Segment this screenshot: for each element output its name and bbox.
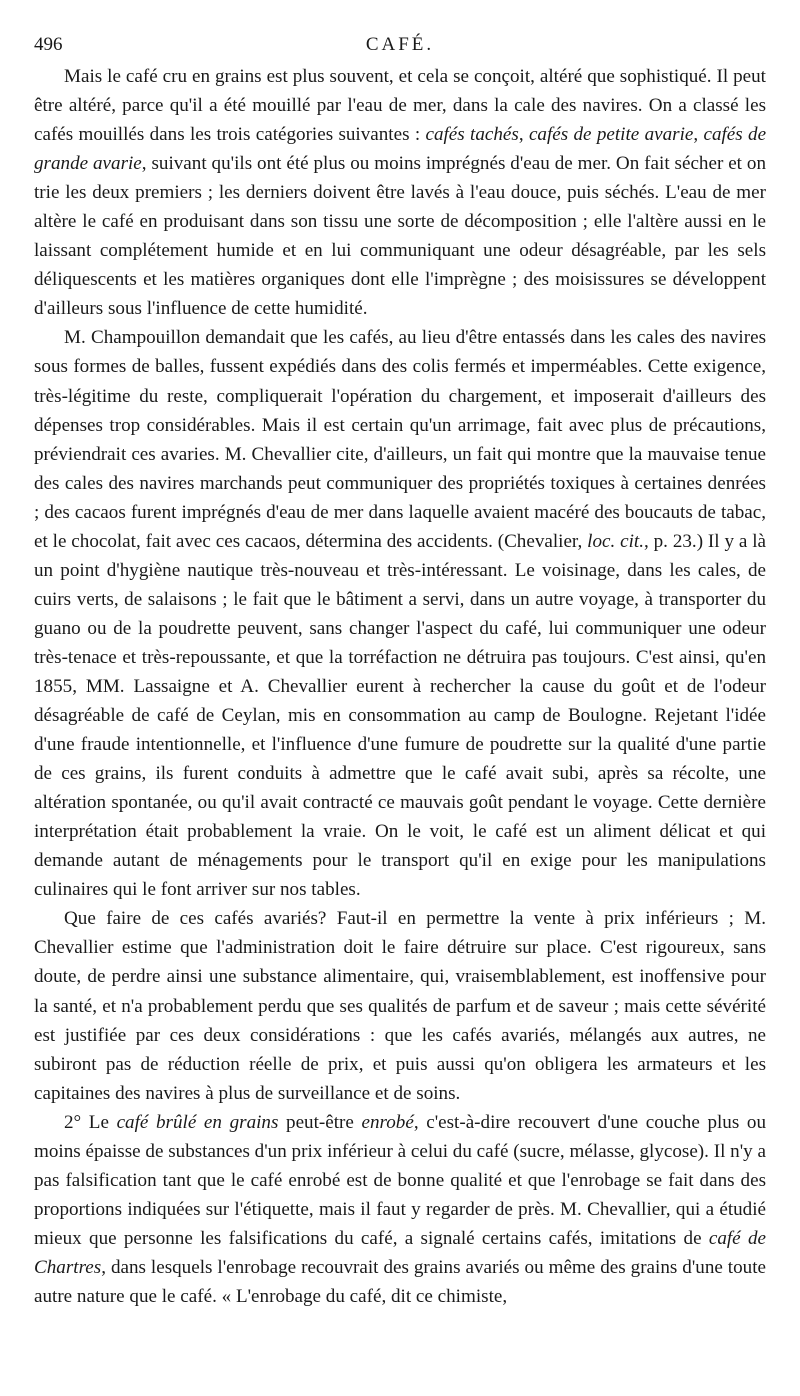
- page-number: 496: [34, 34, 63, 55]
- paragraph: [34, 323, 766, 904]
- text-run: ,: [518, 124, 529, 146]
- text-run: M. Champouillon demandait que les cafés, au lieu d'être entassés dans les cales des navires sous formes de balles, fussent expédiés dans des colis fermés et imperméables. Cette exigence, très-légitime du reste, compliquerait l'opération du chargement, et imposerait d'ailleurs des dépenses trop considérables. Mais il est certain qu'un arrimage, fait avec plus de précautions, préviendrait ces avaries. M. Chevallier cite, d'ailleurs, un fait qui montre que la mauvaise tenue des cales des navires marchands peut communiquer des propriétés toxiques à certaines denrées ; des cacaos furent imprégnés d'eau de mer dans laquelle avaient macéré des boucauts de tabac, et le chocolat, fait avec ces cacaos, détermina des accidents. (Chevalier,: [34, 327, 766, 552]
- text-run: peut-être: [278, 1111, 362, 1133]
- text-run: , suivant qu'ils ont été plus ou moins imprégnés d'eau de mer. On fait sécher et on trie les deux premiers ; les derniers doivent être lavés à l'eau douce, puis séchés. L'eau de mer altère le café en produisant dans son tissu une sorte de décomposition ; elle l'altère aussi en le laissant complétement humide et en lui communiquant une odeur désagréable, par les sels déliquescents et les matières organiques dont elle l'imprègne ; des moisissures se développent d'ailleurs sous l'influence de cette humidité.: [34, 153, 766, 320]
- italic-text-run: enrobé: [361, 1111, 414, 1133]
- running-title: CAFÉ.: [365, 34, 435, 55]
- body-text: [34, 62, 766, 1311]
- text-run: , c'est-à-dire recouvert d'une couche plus ou moins épaisse de substances d'un prix inférieur à celui du café (sucre, mélasse, glycose). Il n'y a pas falsification tant que le café enrobé est de bonne qualité et que l'enrobage se fait dans des proportions indiquées sur l'étiquette, mais il faut y regarder de près. M. Chevallier, qui a étudié mieux que personne les falsifications du café, a signalé certains cafés, imitations de: [34, 1111, 766, 1249]
- paragraph: [34, 904, 766, 1107]
- italic-text-run: café brûlé en grains: [116, 1111, 279, 1133]
- paragraph: [34, 62, 766, 323]
- italic-text-run: cafés tachés: [425, 124, 519, 146]
- text-run: ,: [693, 124, 704, 146]
- italic-text-run: cafés de petite avarie: [528, 124, 694, 146]
- text-run: Mais le café cru en grains est plus souvent, et cela se conçoit, altéré que sophistiqué. Il peut être altéré, parce qu'il a été mouillé par l'eau de mer, dans la cale des navires. On a classé les cafés mouillés dans les trois catégories suivantes :: [34, 66, 766, 146]
- paragraph: [34, 1108, 766, 1311]
- text-run: Que faire de ces cafés avariés? Faut-il en permettre la vente à prix inférieurs ; M. Chevallier estime que l'administration doit le faire détruire sur place. C'est rigoureux, sans doute, de perdre ainsi une substance alimentaire, qui, vraisemblablement, est inoffensive pour la santé, et n'a probablement perdu que ses qualités de parfum et de saveur ; mais cette sévérité est justifiée par ces deux considérations : que les cafés avariés, mélangés aux autres, ne subiront pas de réduction réelle de prix, et puis aussi qu'on obligera les armateurs et les capitaines des navires à plus de surveillance et de soins.: [34, 908, 766, 1104]
- text-run: 2° Le: [64, 1111, 117, 1133]
- running-head: [34, 32, 766, 58]
- italic-text-run: café de Chartres: [34, 1227, 766, 1278]
- italic-text-run: cafés de grande avarie: [34, 124, 767, 175]
- italic-text-run: loc. cit.: [587, 530, 644, 552]
- text-run: , p. 23.) Il y a là un point d'hygiène nautique très-nouveau et très-intéressant. Le voisinage, dans les cales, de cuirs verts, de salaisons ; le fait que le bâtiment a servi, dans un autre voyage, à transporter du guano ou de la poudrette peuvent, sans changer l'aspect du café, lui communiquer une odeur très-tenace et très-repoussante, et que la torréfaction ne détruira pas toujours. C'est ainsi, qu'en 1855, MM. Lassaigne et A. Chevallier eurent à rechercher la cause du goût et de l'odeur désagréable de café de Ceylan, mis en consommation au camp de Boulogne. Rejetant l'idée d'une fraude intentionnelle, et l'influence d'une fumure de poudrette sur la qualité d'une partie de ces grains, ils furent conduits à admettre que le café avait subi, après sa récolte, une altération spontanée, ou qu'il avait contracté ce mauvais goût pendant le voyage. Cette dernière interprétation était probablement la vraie. On le voit, le café est un aliment délicat et qui demande autant de ménagements pour le transport qu'il en exige pour les manipulations culinaires qui le font arriver sur nos tables.: [34, 530, 766, 901]
- text-run: , dans lesquels l'enrobage recouvrait des grains avariés ou même des grains d'une toute autre nature que le café. « L'enrobage du café, dit ce chimiste,: [34, 1256, 766, 1307]
